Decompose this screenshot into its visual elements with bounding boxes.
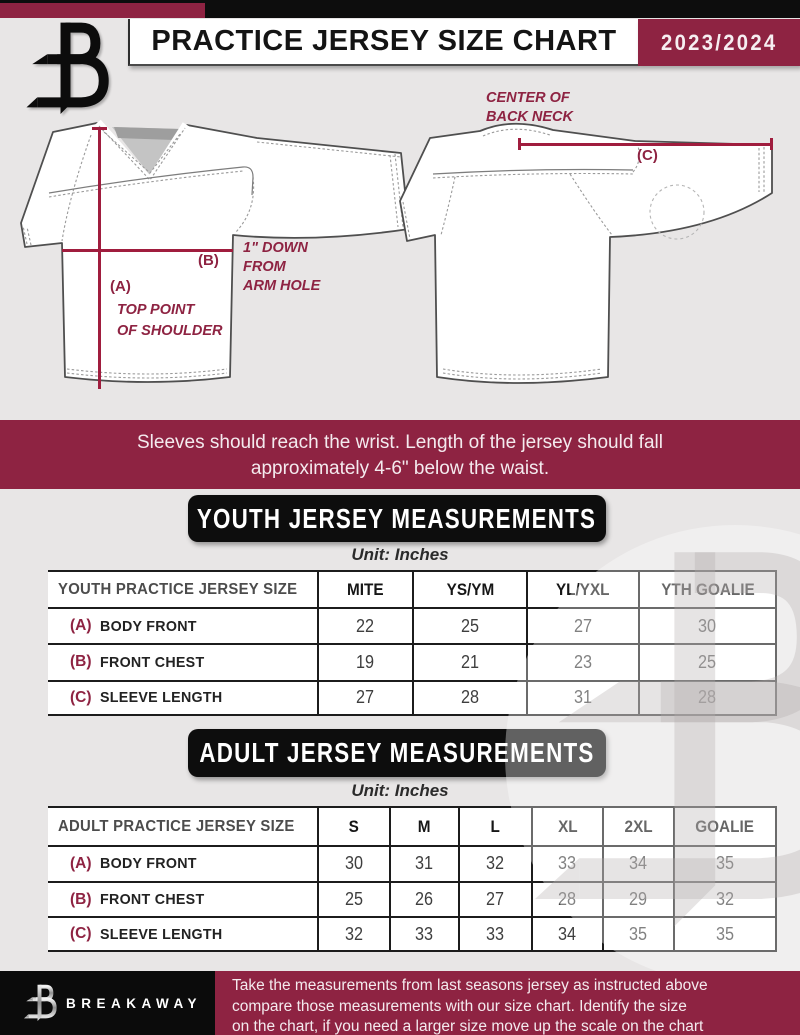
adult-row-sleeve-length: (C) SLEEVE LENGTH 32 33 33 34 35 35 [48, 916, 777, 952]
adult-unit-label: Unit: Inches [351, 781, 449, 800]
youth-size-table [48, 570, 777, 716]
note-a: TOP POINT OF SHOULDER [117, 302, 223, 339]
season-badge [638, 19, 800, 66]
adult-col-2xl: 2XL [624, 816, 653, 836]
footer-instructions [215, 971, 800, 1035]
youth-col-mite: MITE [347, 579, 384, 599]
youth-unit-label: Unit: Inches [351, 545, 449, 564]
adult-col-s: S [348, 816, 360, 836]
adult-section-title: ADULT JERSEY MEASUREMENTS [188, 729, 606, 777]
footer-line-1: Take the measurements from last seasons jersey as instructed above [232, 977, 708, 994]
youth-col-ysym: YS/YM [446, 579, 494, 599]
page-title-box [128, 19, 638, 66]
adult-col-m: M [418, 816, 431, 836]
back-sleeve-right-tick [770, 138, 773, 150]
note-b: 1" DOWN FROM ARM HOLE [243, 240, 321, 294]
youth-col-goalie: YTH GOALIE [660, 579, 755, 599]
footer-brand-name: BREAKAWAY [66, 995, 203, 1011]
adult-size-table [48, 806, 777, 952]
front-body-length-line [98, 127, 101, 389]
youth-table-header-row [48, 570, 777, 607]
back-jersey-diagram [395, 105, 800, 405]
footer-line-2: compare those measurements with our size chart. Identify the size [232, 997, 687, 1015]
adult-col-l: L [490, 816, 501, 836]
adult-col-goalie: GOALIE [695, 816, 755, 836]
adult-table-header-row [48, 806, 777, 845]
footer-line-3: on the chart, if you need a larger size move up the scale on the chart [232, 1018, 704, 1035]
back-sleeve-left-tick [518, 138, 521, 150]
youth-row-front-chest: (B) FRONT CHEST 19 21 23 25 [48, 643, 777, 679]
banner-line-1: Sleeves should reach the wrist. Length of the jersey should fall [137, 432, 663, 453]
banner-line-2: approximately 4-6" below the waist. [250, 458, 550, 479]
season-label: 2023/2024 [660, 29, 778, 55]
label-a: (A) [110, 278, 131, 295]
adult-row-front-chest: (B) FRONT CHEST 25 26 27 28 29 32 [48, 881, 777, 917]
page-title: PRACTICE JERSEY SIZE CHART [151, 25, 617, 57]
back-sleeve-line [519, 143, 772, 146]
footer-brand-panel [0, 971, 215, 1035]
youth-row-sleeve-length: (C) SLEEVE LENGTH 27 28 31 28 [48, 680, 777, 716]
label-b: (B) [198, 252, 219, 269]
note-c: CENTER OF BACK NECK [486, 90, 573, 125]
youth-row-body-front: (A) BODY FRONT 22 25 27 30 [48, 607, 777, 643]
breakaway-b-logo-footer-icon [24, 982, 57, 1025]
front-body-length-top-tick [92, 127, 107, 130]
adult-row-body-front: (A) BODY FRONT 30 31 32 33 34 35 [48, 845, 777, 881]
label-c: (C) [637, 147, 658, 164]
youth-section-title: YOUTH JERSEY MEASUREMENTS [188, 495, 606, 542]
youth-table-label-header: YOUTH PRACTICE JERSEY SIZE [58, 580, 298, 598]
youth-col-ylyxl: YL/YXL [556, 579, 610, 599]
adult-col-xl: XL [557, 816, 578, 836]
fit-instruction-banner [0, 420, 800, 489]
adult-table-label-header: ADULT PRACTICE JERSEY SIZE [58, 817, 295, 835]
